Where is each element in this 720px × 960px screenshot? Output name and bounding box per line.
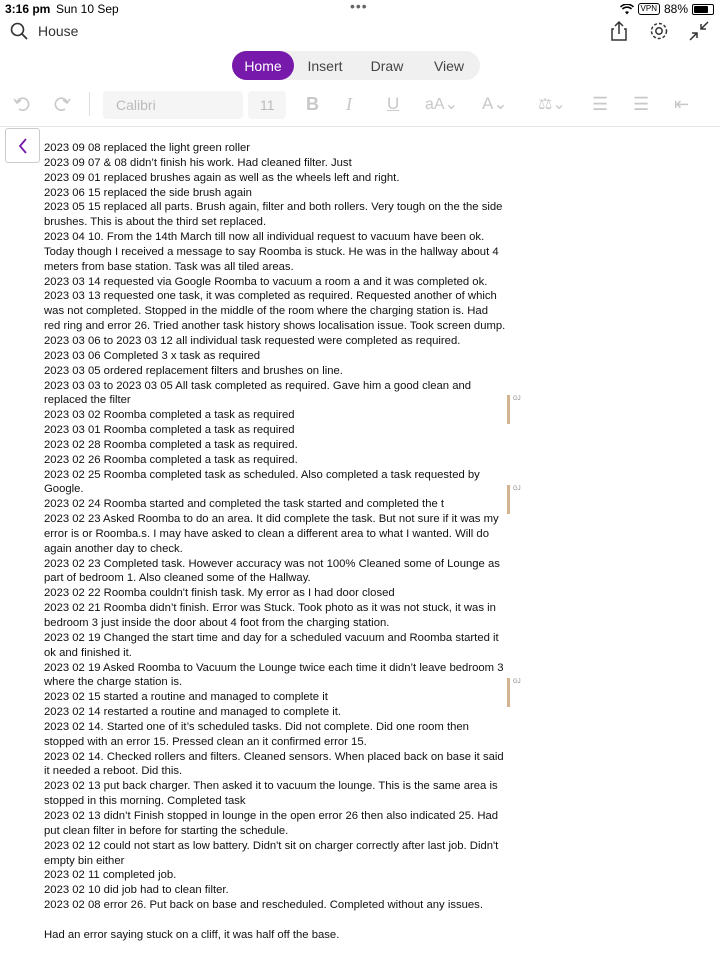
tab-draw[interactable]: Draw	[370, 57, 404, 74]
note-line: 2023 02 28 Roomba completed a task as required.	[44, 438, 298, 451]
top-bar	[0, 18, 720, 48]
multitasking-dots-icon[interactable]: •••	[350, 0, 368, 14]
underline-icon[interactable]: U	[387, 94, 400, 113]
note-body[interactable]	[44, 141, 506, 943]
note-line: 2023 02 25 Roomba completed task as scheduled. Also completed a task requested by Google.	[44, 468, 480, 496]
author-marker	[507, 395, 510, 424]
redo-icon[interactable]	[52, 94, 72, 114]
note-line: 2023 02 10 did job had to clean filter.	[44, 884, 229, 897]
note-line	[44, 913, 506, 928]
font-size-select[interactable]: 11	[248, 91, 286, 119]
highlight-icon[interactable]: ⚖⌄	[538, 96, 566, 113]
note-line: 2023 03 01 Roomba completed a task as required	[44, 424, 295, 437]
note-line: 2023 03 06 to 2023 03 12 all individual task requested were completed as required.	[44, 334, 461, 347]
note-line: 2023 06 15 replaced the side brush again	[44, 186, 252, 199]
search-bar[interactable]	[10, 22, 78, 40]
note-line: 2023 02 14. Checked rollers and filters. Cleaned sensors. When placed back on base it said it needed a reboot. Did this.	[44, 750, 504, 778]
battery-percent: 88%	[663, 2, 688, 16]
note-line: 2023 03 14 requested via Google Roomba to vacuum a room a and it was completed ok.	[44, 275, 488, 288]
note-line: 2023 09 08 replaced the light green roller	[44, 142, 250, 154]
note-line: 2023 02 23 Asked Roomba to do an area. It did complete the task. But not sure if it was my error is or Roomba.s. I may have asked to clean a different area to what I wanted. Will do again another day to check.	[44, 513, 499, 555]
note-line: 2023 02 23 Completed task. However accuracy was not 100% Cleaned some of Lounge as part of bedroom 1. Also cleaned some of the Hallway.	[44, 557, 500, 585]
note-line: 2023 02 15 started a routine and managed to complete it	[44, 691, 328, 704]
note-line: 2023 09 07 & 08 didn’t finish his work. Had cleaned filter. Just	[44, 156, 352, 169]
vpn-badge: VPN	[638, 3, 660, 15]
note-line: 2023 02 13 put back charger. Then asked it to vacuum the lounge. This is the same area is stopped in this morning. Completed task	[44, 780, 498, 808]
share-icon[interactable]	[608, 20, 630, 42]
collapse-icon[interactable]	[688, 20, 710, 42]
note-line: 2023 02 12 could not start as low battery. Didn't sit on charger correctly after last job. Didn't empty bin either	[44, 839, 499, 867]
author-marker-label: GJ	[513, 486, 521, 492]
tab-insert[interactable]: Insert	[307, 57, 343, 74]
note-line: 2023 03 05 ordered replacement filters and brushes on line.	[44, 364, 343, 377]
status-bar	[0, 0, 720, 18]
toolbar-separator	[0, 126, 720, 127]
chevron-left-icon	[17, 137, 29, 155]
battery-icon	[692, 4, 714, 15]
note-line: 2023 04 10. From the 14th March till now all individual request to vacuum have been ok. Today though I received a message to say Roomba is stuck. He was in the hallway about 4 meters from base station. Task was all tiled areas.	[44, 231, 499, 273]
note-line: 2023 03 02 Roomba completed a task as required	[44, 409, 295, 422]
battery-fill	[694, 6, 708, 13]
font-name-select[interactable]: Calibri	[103, 91, 243, 119]
tab-view[interactable]: View	[433, 57, 465, 74]
author-marker-label: GJ	[513, 396, 521, 402]
outdent-icon[interactable]: ⇤	[674, 94, 690, 114]
search-icon	[10, 22, 28, 40]
note-line: 2023 02 08 error 26. Put back on base and rescheduled. Completed without any issues.	[44, 899, 483, 912]
note-line: 2023 03 06 Completed 3 x task as required	[44, 349, 261, 362]
note-line: 2023 02 26 Roomba completed a task as required.	[44, 453, 298, 466]
note-line: 2023 02 11 completed job.	[44, 869, 177, 882]
undo-icon[interactable]	[12, 94, 32, 114]
note-line: 2023 05 15 replaced all parts. Brush again, filter and both rollers. Very tough on the the side brushes. This is about the third set replaced.	[44, 201, 503, 229]
note-line: 2023 02 24 Roomba started and completed the task started and completed the t	[44, 498, 445, 511]
font-case-icon[interactable]: aA⌄	[425, 96, 458, 113]
bold-icon[interactable]: B	[306, 94, 319, 114]
note-line: 2023 03 13 requested one task, it was completed as required. Requested another of which was not completed. Stopped in the middle of the room where the charging station is. Had red ring and error 26. Tried another task history shows localisation issue. Took screen dump.	[44, 290, 506, 333]
back-button[interactable]	[5, 128, 40, 163]
note-line: 2023 02 13 didn’t Finish stopped in lounge in the open error 26 then also indicated 25. Had put clean filter in before for starting the schedule.	[44, 809, 499, 837]
gear-icon[interactable]	[648, 20, 670, 42]
format-toolbar	[0, 88, 720, 122]
note-line: 2023 02 14. Started one of it’s scheduled tasks. Did not complete. Did one room then stopped with an error 15. Pressed clean an it confirmed error 15.	[44, 720, 469, 748]
status-time: 3:16 pm	[5, 2, 51, 16]
author-marker-label: GJ	[513, 679, 521, 685]
ribbon-tabs	[232, 51, 480, 80]
tab-home[interactable]: Home	[232, 51, 294, 80]
numbered-list-icon[interactable]: ☰	[633, 94, 650, 114]
note-line: 2023 02 19 Asked Roomba to Vacuum the Lounge twice each time it didn’t leave bedroom 3 where the charge station is.	[44, 661, 504, 689]
note-line: 2023 02 22 Roomba couldn't finish task. My error as I had door closed	[44, 587, 395, 600]
search-value[interactable]: House	[38, 23, 79, 39]
toolbar-divider	[89, 92, 90, 116]
note-line: 2023 02 19 Changed the start time and day for a scheduled vacuum and Roomba started it ok and finished it.	[44, 631, 499, 659]
font-color-icon[interactable]: A⌄	[482, 94, 508, 113]
status-indicators	[620, 2, 714, 16]
author-marker	[507, 485, 510, 514]
author-marker	[507, 678, 510, 707]
note-line: 2023 02 21 Roomba didn’t finish. Error was Stuck. Took photo as it was not stuck, it was in bedroom 3 just inside the door about 4 foot from the charging station.	[44, 602, 496, 629]
italic-icon[interactable]: I	[346, 94, 352, 114]
top-actions	[608, 20, 710, 42]
note-line: 2023 02 14 restarted a routine and managed to complete it.	[44, 706, 342, 719]
wifi-icon	[620, 4, 634, 15]
bullet-list-icon[interactable]: ☰	[592, 94, 609, 114]
note-line: 2023 03 03 to 2023 03 05 All task completed as required. Gave him a good clean and replaced the filter	[44, 379, 472, 407]
note-line: Had an error saying stuck on a cliff, it was half off the base.	[44, 928, 340, 941]
status-date: Sun 10 Sep	[56, 2, 119, 16]
note-line: 2023 09 01 replaced brushes again as well as the wheels left and right.	[44, 171, 400, 184]
